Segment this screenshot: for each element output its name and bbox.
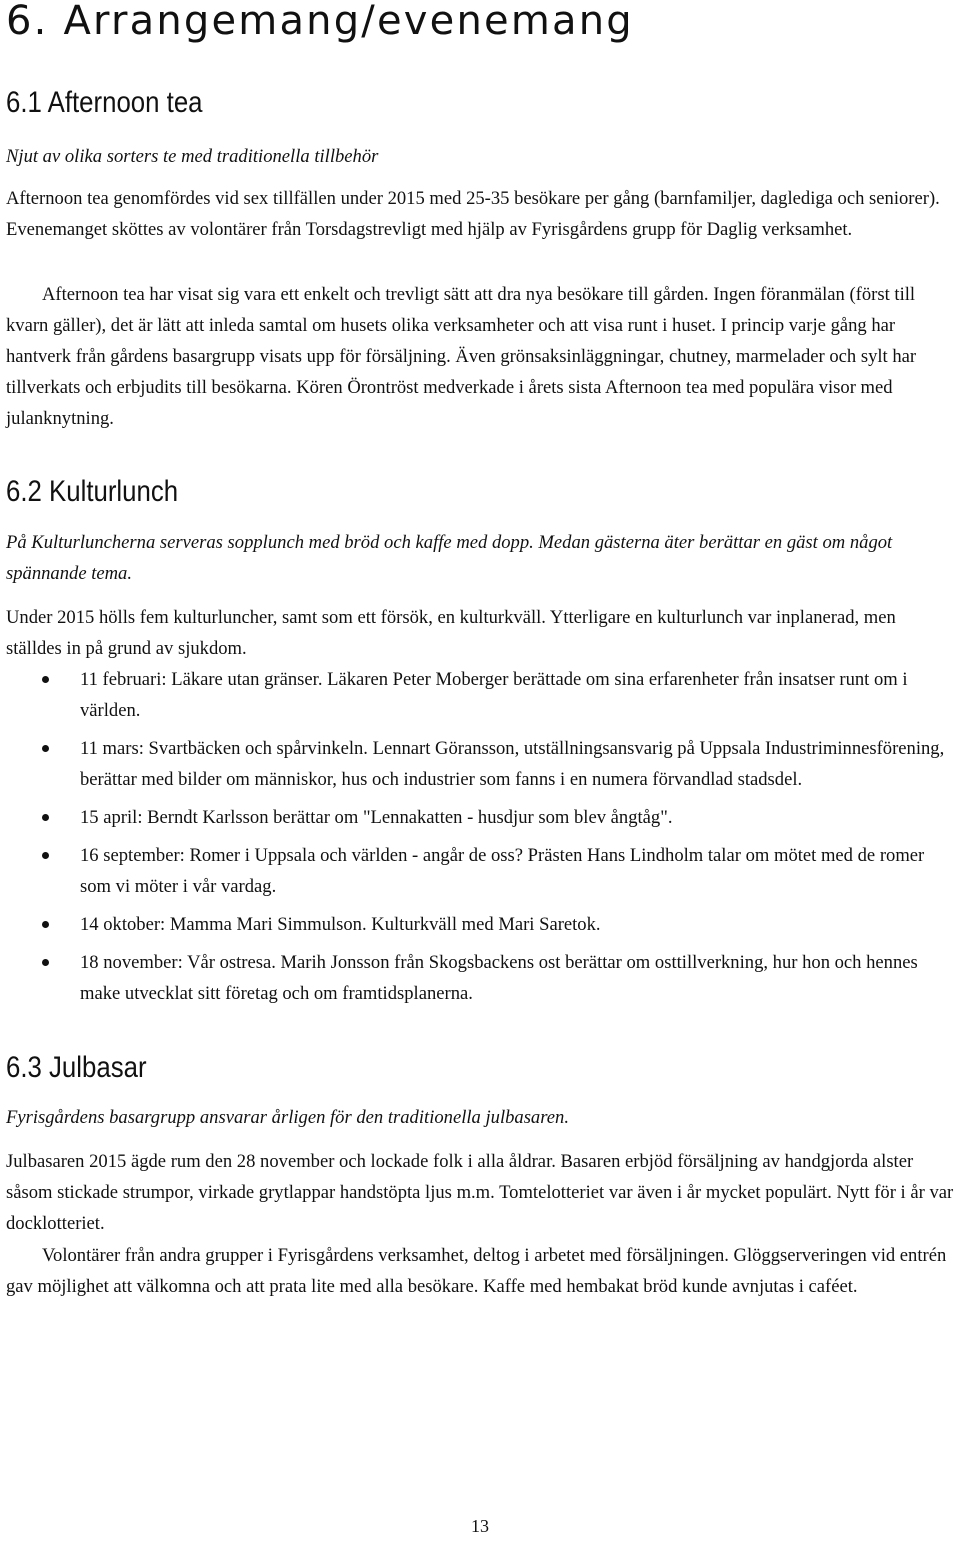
section-6-3-lead: Fyrisgårdens basargrupp ansvarar årligen för den traditionella julbasaren. (6, 1107, 569, 1128)
bullet-icon (42, 676, 49, 683)
bullet-icon (42, 959, 49, 966)
list-item-text: 18 november: Vår ostresa. Marih Jonsson från Skogsbackens ost berättar om osttillverkning, hur hon och hennes make utvecklat sitt företag och om framtidsplanerna. (80, 952, 918, 1004)
list-item-text: 14 oktober: Mamma Mari Simmulson. Kulturkväll med Mari Saretok. (80, 914, 601, 935)
kulturlunch-list (0, 664, 956, 1016)
section-6-2-lead: På Kulturluncherna serveras sopplunch med bröd och kaffe med dopp. Medan gästerna äter berättar en gäst om något spännande tema. (6, 532, 893, 584)
section-6-1-title: 6.1 Afternoon tea (6, 86, 203, 119)
list-item-text: 11 mars: Svartbäcken och spårvinkeln. Lennart Göransson, utställningsansvarig på Uppsala Industriminnesförening, berättar med bilder om människor, hus och industrier som fanns i en numera förvandlad stadsdel. (80, 738, 945, 790)
list-item (0, 840, 956, 902)
list-item (0, 664, 956, 726)
section-6-1-lead: Njut av olika sorters te med traditionella tillbehör (6, 146, 379, 167)
bullet-icon (42, 852, 49, 859)
page-number: 13 (471, 1516, 489, 1536)
list-item-text: 16 september: Romer i Uppsala och världen - angår de oss? Prästen Hans Lindholm talar om mötet med de romer som vi möter i vår vardag. (80, 845, 925, 897)
list-item (0, 802, 956, 833)
bullet-icon (42, 745, 49, 752)
list-item-text: 11 februari: Läkare utan gränser. Läkaren Peter Moberger berättade om sina erfarenheter från insatser runt om i världen. (80, 669, 908, 721)
list-item (0, 947, 956, 1009)
list-item (0, 733, 956, 795)
section-6-1-paragraph-2: Afternoon tea har visat sig vara ett enkelt och trevligt sätt att dra nya besökare till gården. Ingen föranmälan (först till kvarn gäller), det är lätt att inleda samtal om husets olika verksamheter och att visa runt i huset. I princip varje gång har hantverk från gårdens basargrupp visats upp för försäljning. Även grönsaksinläggningar, chutney, marmelader och sylt har tillverkats och erbjudits till besökarna. Kören Örontröst medverkade i årets sista Afternoon tea med populära visor med julanknytning. (6, 284, 917, 429)
section-6-1-paragraph-1: Afternoon tea genomfördes vid sex tillfällen under 2015 med 25-35 besökare per gång (barnfamiljer, daglediga och seniorer). Evenemanget sköttes av volontärer från Torsdagstrevligt med hjälp av Fyrisgårdens grupp för Daglig verksamhet. (6, 188, 940, 240)
section-6-3-title: 6.3 Julbasar (6, 1051, 147, 1084)
bullet-icon (42, 921, 49, 928)
section-6-2-title: 6.2 Kulturlunch (6, 475, 179, 508)
list-item (0, 909, 956, 940)
chapter-heading: 6. Arrangemang/evenemang (6, 0, 634, 44)
bullet-icon (42, 814, 49, 821)
section-6-2-paragraph-1: Under 2015 hölls fem kulturluncher, samt som ett försök, en kulturkväll. Ytterligare en kulturlunch var inplanerad, men ställdes in på grund av sjukdom. (6, 607, 896, 659)
section-6-3-paragraph-1: Julbasaren 2015 ägde rum den 28 november och lockade folk i alla åldrar. Basaren erbjöd försäljning av handgjorda alster såsom stickade strumpor, virkade grytlappar handstöpta ljus m.m. Tomtelotteriet var även i år mycket populärt. Nytt för i år var docklotteriet. (6, 1151, 954, 1234)
list-item-text: 15 april: Berndt Karlsson berättar om "Lennakatten - husdjur som blev ångtåg". (80, 807, 673, 828)
section-6-3-paragraph-2: Volontärer från andra grupper i Fyrisgårdens verksamhet, deltog i arbetet med försäljningen. Glöggserveringen vid entrén gav möjlighet att välkomna och att prata lite med alla besökare. Kaffe med hembakat bröd kunde avnjutas i caféet. (6, 1245, 947, 1297)
